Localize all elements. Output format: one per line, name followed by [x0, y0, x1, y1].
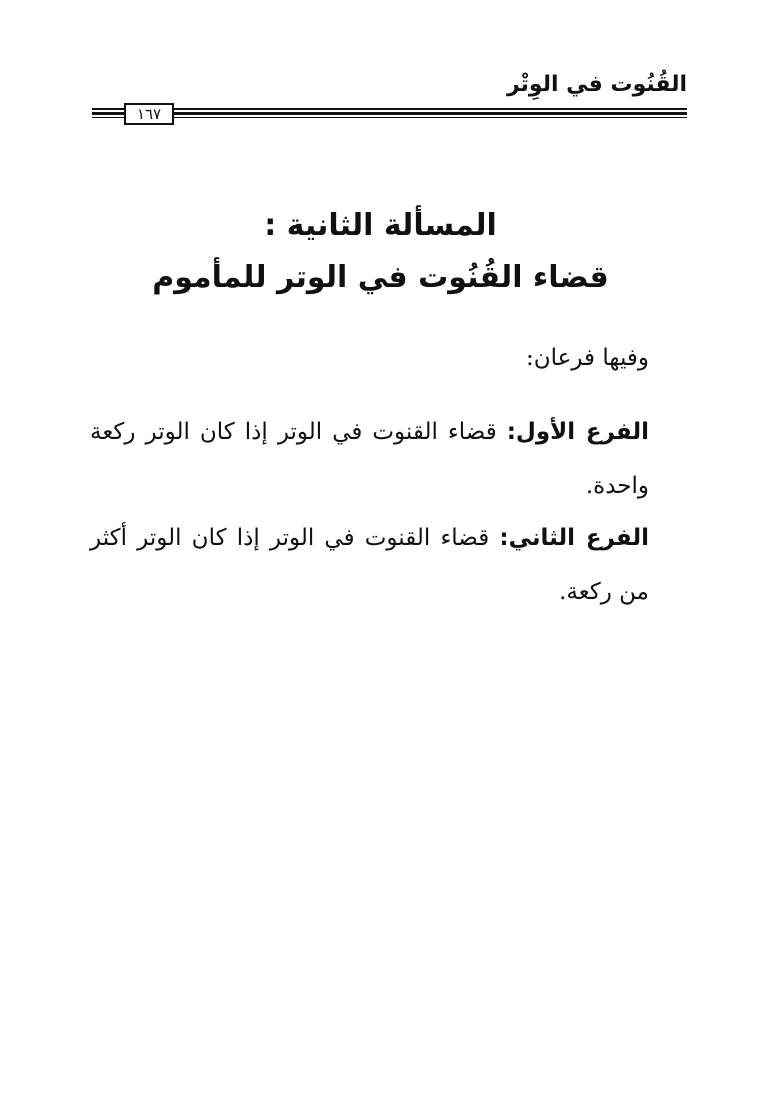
branch-one-text: قضاء القنوت في الوتر إذا كان الوتر ركعة واحدة.	[90, 419, 649, 499]
branch-one-label: الفرع الأول:	[506, 419, 649, 445]
branch-two-paragraph	[90, 511, 649, 619]
header-rule-line	[92, 112, 687, 115]
header-rule-line	[92, 108, 687, 110]
branch-two-label: الفرع الثاني:	[499, 525, 649, 551]
intro-text: وفيها فرعان:	[525, 345, 649, 371]
page-number: ١٦٧	[124, 103, 174, 125]
branch-one-paragraph	[90, 405, 649, 513]
running-header-title: القُنُوت في الوِتْر	[506, 72, 687, 97]
section-heading-line1: المسألة الثانية :	[264, 208, 497, 243]
header-rule-line	[92, 117, 687, 118]
section-heading-line2: قضاء القُنُوت في الوتر للمأموم	[152, 260, 609, 295]
branch-two-text: قضاء القنوت في الوتر إذا كان الوتر أكثر من ركعة.	[90, 525, 649, 605]
header-rule	[92, 108, 687, 118]
